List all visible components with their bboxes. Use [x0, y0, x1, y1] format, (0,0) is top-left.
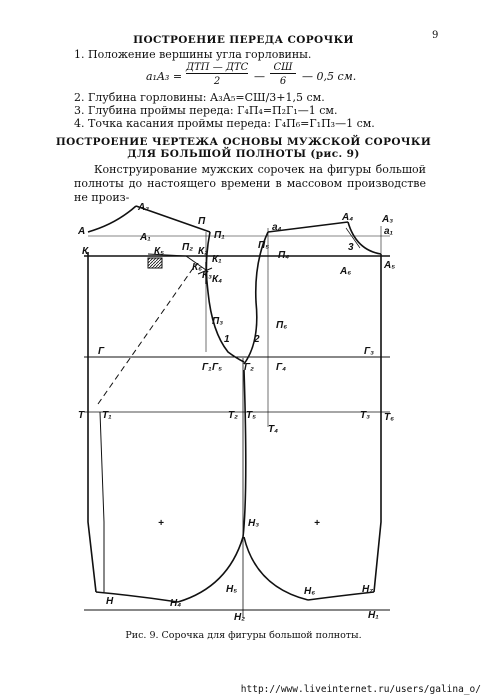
label-H7: Н₇: [362, 584, 373, 595]
list-item-3: 3. Глубина проймы переда: Г₄П₄=П₂Г₁—1 см.: [74, 104, 338, 117]
section-title-front: ПОСТРОЕНИЕ ПЕРЕДА СОРОЧКИ: [133, 34, 354, 46]
label-H4: Н₄: [170, 598, 182, 609]
label-num-2: 2: [254, 334, 260, 345]
label-H3: Н₃: [248, 518, 260, 529]
formula-minus: —: [254, 70, 265, 83]
label-T6: Т₆: [384, 412, 395, 423]
list-item-4: 4. Точка касания проймы переда: Г₄П₆=Г₁П₃—1 см.: [74, 117, 375, 130]
list-item-2: 2. Глубина горловины: А₃А₅=СШ/3+1,5 см.: [74, 91, 325, 104]
label-H1: Н₁: [368, 610, 379, 621]
back-side-seam: [88, 252, 96, 592]
label-T1: Т₁: [102, 410, 112, 421]
label-H: Н: [106, 596, 114, 607]
watermark-url: http://www.liveinternet.ru/users/galina_o/: [240, 684, 481, 695]
label-plus-front: +: [314, 518, 320, 529]
front-side-seam: [374, 254, 381, 592]
label-K: К: [82, 246, 89, 257]
label-T2: Т₂: [228, 410, 238, 421]
label-K1: К₁: [212, 254, 222, 265]
label-K5: К₅: [154, 246, 165, 257]
body-paragraph: Конструирование мужских сорочек на фигуры большой полноты до настоящего времени в массовом производстве не произ-: [74, 163, 426, 204]
back-hem-curve: [178, 370, 246, 602]
label-H6: Н₆: [304, 586, 316, 597]
label-G4: Г₄: [276, 362, 287, 373]
label-num-3: 3: [348, 242, 354, 253]
label-A1: А₁: [140, 232, 151, 243]
label-K3: К₃: [202, 270, 213, 281]
list-item-1: 1. Положение вершины угла горловины.: [74, 48, 312, 61]
label-G: Г: [98, 346, 105, 357]
label-G5: Г₅: [212, 362, 223, 373]
label-P6: П₆: [276, 320, 288, 331]
yoke-hatch: [148, 258, 162, 268]
label-H2: Н₂: [234, 612, 246, 622]
dashed-construction-line: [98, 264, 196, 404]
page-number: 9: [432, 30, 439, 41]
label-num-1: 1: [224, 334, 230, 345]
label-A3: А₃: [382, 214, 394, 225]
formula-denominator-1: 2: [213, 76, 221, 87]
back-neck-curve: [88, 206, 136, 232]
label-P1: П₁: [214, 230, 225, 241]
label-A: А: [78, 226, 86, 237]
figure-caption: Рис. 9. Сорочка для фигуры большой полноты.: [125, 630, 362, 641]
back-side-inner: [100, 412, 104, 592]
formula-tail: — 0,5 см.: [302, 70, 357, 83]
label-T3: Т₃: [360, 410, 370, 421]
label-G2: Г₂: [244, 362, 254, 373]
formula-numerator-2: СШ: [270, 62, 296, 74]
label-A5: А₅: [384, 260, 396, 271]
label-plus-back: +: [158, 518, 164, 529]
front-hem-curve: [244, 537, 308, 600]
formula-denominator-2: 6: [279, 76, 287, 87]
section-title-drafting-line-2: ДЛЯ БОЛЬШОЙ ПОЛНОТЫ (рис. 9): [127, 148, 360, 160]
label-T5: Т₅: [246, 410, 257, 421]
label-H5: Н₅: [226, 584, 238, 595]
pattern-drawing: [78, 192, 408, 622]
label-K2: К₂: [198, 246, 208, 257]
label-P4: П₄: [278, 250, 290, 261]
label-a4: а₄: [272, 222, 282, 233]
label-P3: П₃: [212, 316, 224, 327]
formula: [146, 62, 376, 90]
label-P5: П₅: [258, 240, 270, 251]
label-P2: П₂: [182, 242, 194, 253]
label-A2: А₂: [138, 202, 150, 213]
label-T4: Т₄: [268, 424, 279, 435]
label-G1: Г₁: [202, 362, 212, 373]
label-A6: А₆: [340, 266, 352, 277]
formula-lhs: a₁A₃ =: [146, 70, 183, 83]
label-K6: К₆: [192, 262, 203, 273]
label-T: Т: [78, 410, 85, 421]
label-A4: А₄: [342, 212, 354, 223]
label-a1: а₁: [384, 226, 394, 237]
formula-numerator-1: ДТП — ДТС: [186, 62, 249, 73]
label-K4: К₄: [212, 274, 223, 285]
label-P: П: [198, 216, 206, 227]
label-G3: Г₃: [364, 346, 375, 357]
section-title-drafting-line-1: ПОСТРОЕНИЕ ЧЕРТЕЖА ОСНОВЫ МУЖСКОЙ СОРОЧКИ: [55, 136, 432, 148]
